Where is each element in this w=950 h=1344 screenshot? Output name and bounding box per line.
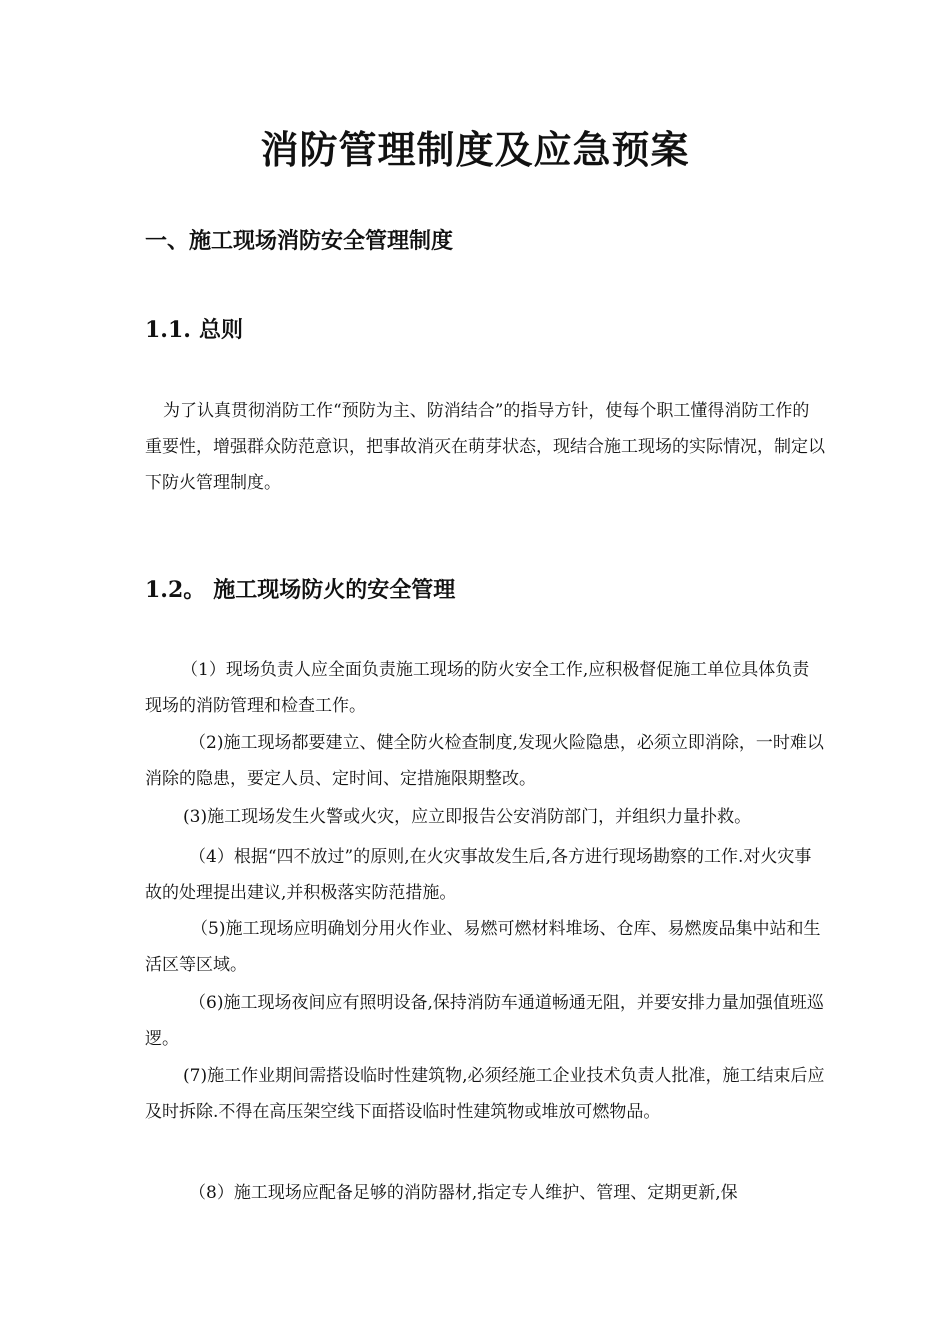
rule-item-4: （4）根据“四不放过”的原则,在火灾事故发生后,各方进行现场勘察的工作.对火灾事故的处理提出建议,并积极落实防范措施。 xyxy=(145,847,812,903)
rule-item-6: （6)施工现场夜间应有照明设备,保持消防车通道畅通无阻，并要安排力量加强值班巡逻。 xyxy=(145,993,824,1049)
subsection-heading-site-fire-prevention xyxy=(145,570,455,610)
rule-item-3: (3)施工现场发生火警或火灾，应立即报告公安消防部门，并组织力量扑救。 xyxy=(183,807,752,827)
rule-item-7: (7)施工作业期间需搭设临时性建筑物,必须经施工企业技术负责人批准，施工结束后应及时拆除.不得在高压架空线下面搭设临时性建筑物或堆放可燃物品。 xyxy=(145,1066,825,1122)
document-title: 消防管理制度及应急预案 xyxy=(260,127,690,172)
rule-item-5: （5)施工现场应明确划分用火作业、易燃可燃材料堆场、仓库、易燃废品集中站和生活区等区域。 xyxy=(145,919,821,975)
subsection-title: 总则 xyxy=(198,317,243,343)
section-heading-fire-safety-management: 一、施工现场消防安全管理制度 xyxy=(145,229,454,254)
rule-item-1: （1）现场负责人应全面负责施工现场的防火安全工作,应积极督促施工单位具体负责现场的消防管理和检查工作。 xyxy=(145,660,810,716)
subsection-number: 1.2。 xyxy=(145,577,206,603)
general-paragraph: 为了认真贯彻消防工作“预防为主、防消结合”的指导方针，使每个职工懂得消防工作的重要性，增强群众防范意识，把事故消灭在萌芽状态，现结合施工现场的实际情况，制定以下防火管理制度。 xyxy=(145,401,825,493)
rule-item-8: （8）施工现场应配备足够的消防器材,指定专人维护、管理、定期更新,保 xyxy=(189,1183,738,1203)
subsection-heading-general xyxy=(145,310,243,350)
subsection-number: 1.1. xyxy=(145,317,191,343)
rule-item-2: （2)施工现场都要建立、健全防火检查制度,发现火险隐患，必须立即消除，一时难以消除的隐患，要定人员、定时间、定措施限期整改。 xyxy=(145,733,824,789)
subsection-title: 施工现场防火的安全管理 xyxy=(213,577,456,603)
